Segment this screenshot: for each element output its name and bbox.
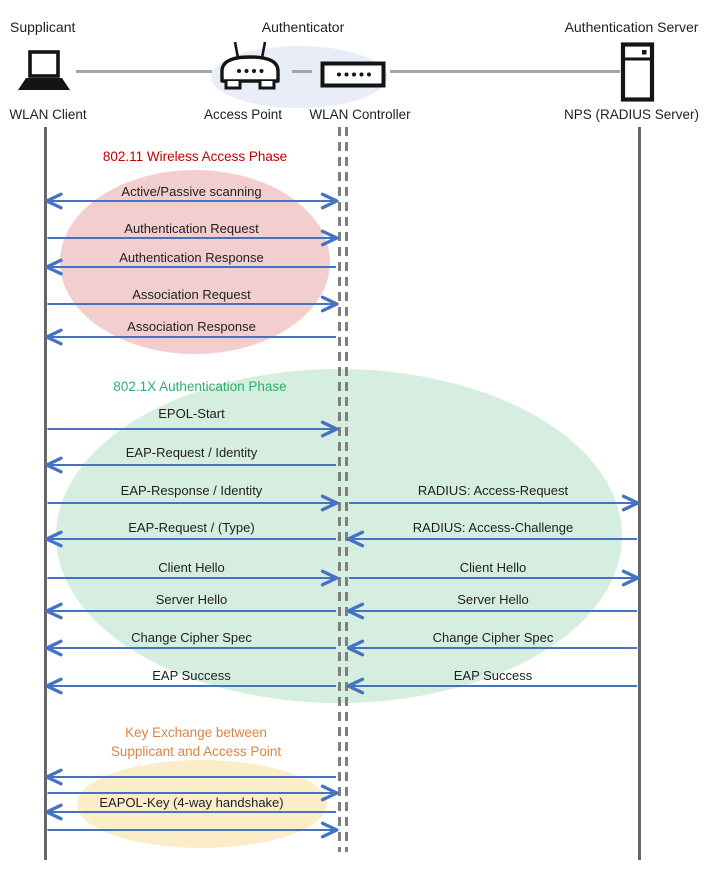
message-label: EAP Success bbox=[453, 668, 533, 683]
message-label: Active/Passive scanning bbox=[121, 184, 262, 199]
message-label: Change Cipher Spec bbox=[131, 630, 252, 645]
message-label: EAP-Request / (Type) bbox=[128, 520, 255, 535]
message-label: Server Hello bbox=[457, 592, 529, 607]
message-label: RADIUS: Access-Request bbox=[417, 483, 569, 498]
device-label-access-point: Access Point bbox=[203, 107, 283, 122]
device-label-wlan-controller: WLAN Controller bbox=[309, 107, 411, 122]
message-label: EAP Success bbox=[152, 668, 231, 683]
message-label: EAP-Response / Identity bbox=[120, 483, 263, 498]
phase2-title: 802.1X Authentication Phase bbox=[113, 379, 287, 394]
role-label-authentication-server: Authentication Server bbox=[564, 19, 699, 35]
message-label: RADIUS: Access-Challenge bbox=[412, 520, 574, 535]
device-label-nps-radius-server: NPS (RADIUS Server) bbox=[563, 107, 700, 122]
message-label: EPOL-Start bbox=[158, 406, 225, 421]
message-label: EAP-Request / Identity bbox=[125, 445, 258, 460]
message-label: Client Hello bbox=[459, 560, 527, 575]
phase3-title-line1: Key Exchange between bbox=[125, 725, 267, 740]
phase1-title: 802.11 Wireless Access Phase bbox=[102, 149, 288, 164]
message-label: EAPOL-Key (4-way handshake) bbox=[99, 795, 284, 810]
message-label: Authentication Response bbox=[119, 250, 264, 265]
phase3-title-line2: Supplicant and Access Point bbox=[110, 744, 282, 759]
message-label: Association Response bbox=[127, 319, 256, 334]
message-label: Authentication Request bbox=[124, 221, 259, 236]
role-label-supplicant: Supplicant bbox=[10, 19, 76, 35]
role-label-authenticator: Authenticator bbox=[261, 19, 345, 35]
message-label: Association Request bbox=[132, 287, 251, 302]
message-label: Change Cipher Spec bbox=[432, 630, 554, 645]
message-label: Server Hello bbox=[155, 592, 228, 607]
device-label-wlan-client: WLAN Client bbox=[9, 107, 87, 122]
message-label: Client Hello bbox=[158, 560, 225, 575]
